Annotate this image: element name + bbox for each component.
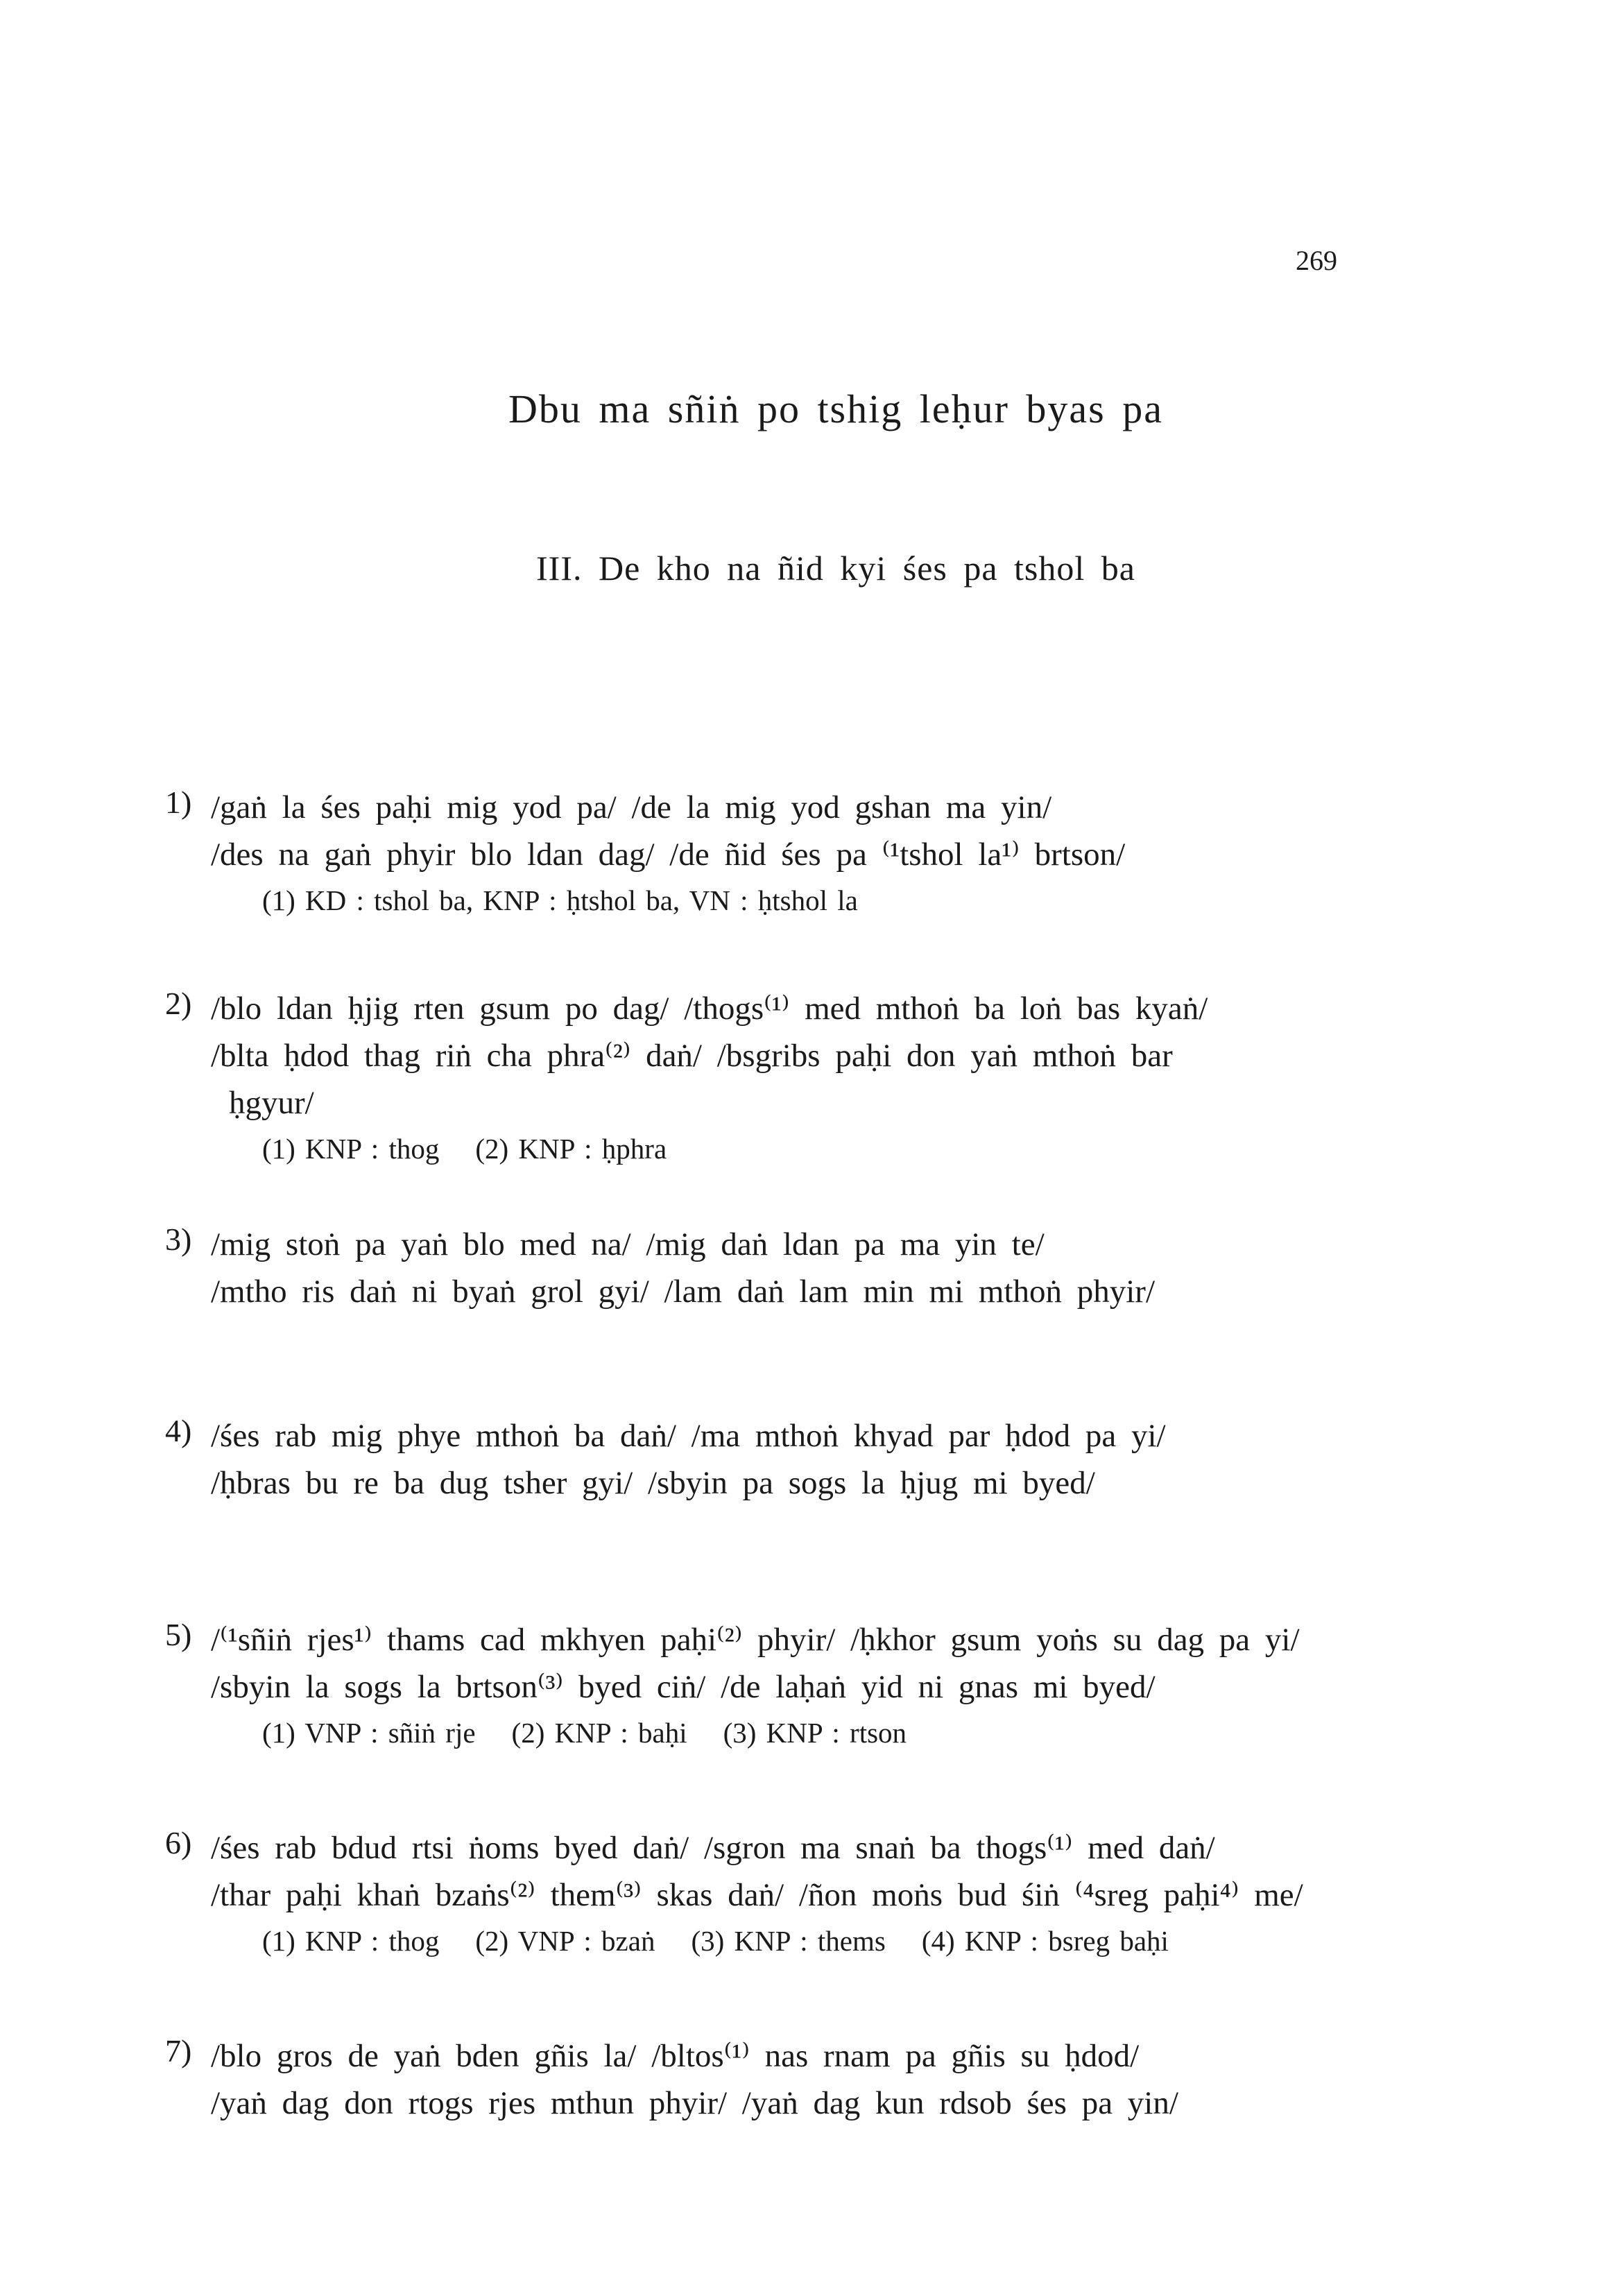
variant-note: (1) KNP : thog: [262, 1133, 440, 1165]
variant-notes: [262, 1126, 1400, 1171]
variant-note: (2) KNP : baḥi: [511, 1717, 687, 1749]
verse-line: /mig stoṅ pa yaṅ blo med na/ /mig daṅ ldan pa ma yin te/: [211, 1226, 1045, 1262]
verse-line: /blo ldan ḥjig rten gsum po dag/ /thogs⁽¹⁾ med mthoṅ ba loṅ bas kyaṅ/: [211, 991, 1208, 1027]
variant-note: (1) KNP : thog: [262, 1925, 440, 1957]
verse-line: /śes rab bdud rtsi ṅoms byed daṅ/ /sgron ma snaṅ ba thogs⁽¹⁾ med daṅ/: [211, 1830, 1215, 1866]
verse-line: /ḥbras bu re ba dug tsher gyi/ /sbyin pa sogs la ḥjug mi byed/: [211, 1465, 1095, 1501]
verse-line: /thar paḥi khaṅ bzaṅs⁽²⁾ them⁽³⁾ skas daṅ/ /ñon moṅs bud śiṅ ⁽⁴sreg paḥi⁴⁾ me/: [211, 1877, 1303, 1913]
verse-number: 3): [165, 1222, 192, 1257]
verse-line: /blo gros de yaṅ bden gñis la/ /bltos⁽¹⁾ nas rnam pa gñis su ḥdod/: [211, 2038, 1140, 2074]
verse-line: /blta ḥdod thag riṅ cha phra⁽²⁾ daṅ/ /bsgribs paḥi don yaṅ mthoṅ bar: [211, 1038, 1173, 1074]
verse-line: /des na gaṅ phyir blo ldan dag/ /de ñid śes pa ⁽¹tshol la¹⁾ brtson/: [211, 837, 1126, 873]
verse-line: /gaṅ la śes paḥi mig yod pa/ /de la mig yod gshan ma yin/: [211, 789, 1052, 825]
verse-line: /sbyin la sogs la brtson⁽³⁾ byed ciṅ/ /de laḥaṅ yid ni gnas mi byed/: [211, 1669, 1156, 1705]
variant-note: (2) VNP : bzaṅ: [475, 1925, 655, 1957]
variant-note: (3) KNP : thems: [691, 1925, 886, 1957]
verse-number: 2): [165, 986, 192, 1021]
variant-notes: [262, 1919, 1400, 1963]
page-number: 269: [1296, 245, 1337, 276]
verse-4: [165, 1412, 1400, 1507]
verse-number: 4): [165, 1413, 192, 1448]
verse-line: /⁽¹sñiṅ rjes¹⁾ thams cad mkhyen paḥi⁽²⁾ phyir/ /ḥkhor gsum yoṅs su dag pa yi/: [211, 1622, 1300, 1658]
verse-line: /mtho ris daṅ ni byaṅ grol gyi/ /lam daṅ lam min mi mthoṅ phyir/: [211, 1274, 1156, 1310]
verse-number: 7): [165, 2033, 192, 2068]
variant-note: (4) KNP : bsreg baḥi: [921, 1925, 1169, 1957]
verse-number: 5): [165, 1617, 192, 1652]
verse-3: [165, 1221, 1400, 1315]
variant-note: (2) KNP : ḥphra: [475, 1133, 667, 1165]
verse-number: 1): [165, 785, 192, 820]
verse-2: [165, 985, 1400, 1171]
verse-1: [165, 784, 1400, 923]
verse-5: [165, 1616, 1400, 1755]
verse-line: /yaṅ dag don rtogs rjes mthun phyir/ /yaṅ dag kun rdsob śes pa yin/: [211, 2085, 1178, 2121]
verse-6: [165, 1824, 1400, 1963]
verse-line: ḥgyur/: [229, 1085, 314, 1121]
variant-note: (3) KNP : rtson: [723, 1717, 907, 1749]
verse-number: 6): [165, 1825, 192, 1860]
verse-7: [165, 2032, 1400, 2127]
page-title: Dbu ma sñiṅ po tshig leḥur byas pa: [508, 386, 1163, 431]
variant-notes: [262, 1711, 1400, 1755]
section-heading: III. De kho na ñid kyi śes pa tshol ba: [536, 549, 1135, 588]
verse-line: /śes rab mig phye mthoṅ ba daṅ/ /ma mthoṅ khyad par ḥdod pa yi/: [211, 1418, 1166, 1454]
variant-note: (1) KD : tshol ba, KNP : ḥtshol ba, VN : ḥtshol la: [262, 884, 858, 916]
variant-note: (1) VNP : sñiṅ rje: [262, 1717, 476, 1749]
